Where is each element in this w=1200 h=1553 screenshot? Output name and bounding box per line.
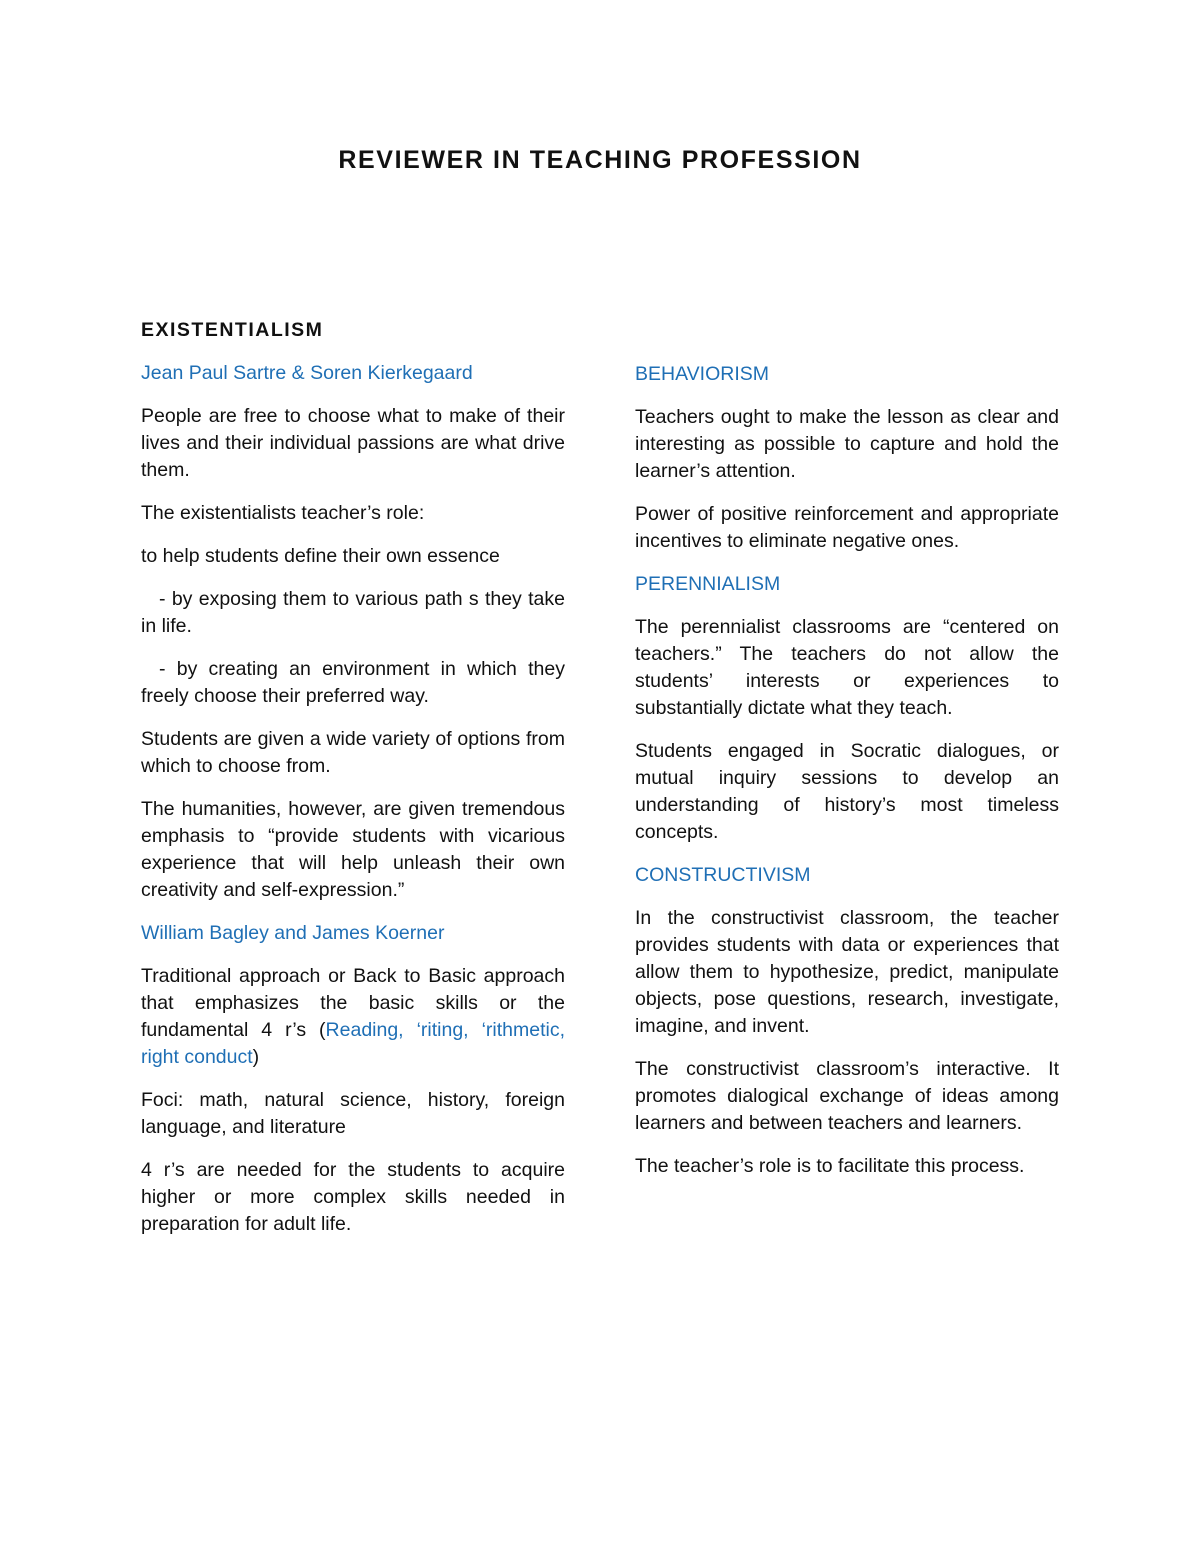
paragraph: Students engaged in Socratic dialogues, or mutual inquiry sessions to develop an understanding of history’s most timeless concepts. xyxy=(635,740,1059,843)
behaviorism-heading: BEHAVIORISM xyxy=(635,363,769,385)
paragraph-text: Traditional approach or Back to Basic approach that emphasizes the basic skills or the fundamental 4 r’s ( xyxy=(141,965,565,1041)
four-rs-highlight: Reading, ‘riting, ‘rithmetic, right conduct xyxy=(141,1019,565,1068)
constructivism-heading: CONSTRUCTIVISM xyxy=(635,864,811,886)
paragraph: Foci: math, natural science, history, foreign language, and literature xyxy=(141,1089,565,1138)
paragraph: - by creating an environment in which they freely choose their preferred way. xyxy=(141,658,565,707)
paragraph xyxy=(141,963,565,1071)
paragraph: The teacher’s role is to facilitate this process. xyxy=(635,1155,1025,1177)
right-column xyxy=(635,361,1059,1196)
paragraph: 4 r’s are needed for the students to acquire higher or more complex skills needed in preparation for adult life. xyxy=(141,1159,565,1235)
existentialism-authors: Jean Paul Sartre & Soren Kierkegaard xyxy=(141,362,473,384)
paragraph: Students are given a wide variety of options from which to choose from. xyxy=(141,728,565,777)
paragraph: Power of positive reinforcement and appropriate incentives to eliminate negative ones. xyxy=(635,503,1059,552)
paragraph: to help students define their own essence xyxy=(141,545,500,567)
paragraph: - by exposing them to various path s they take in life. xyxy=(141,588,565,637)
paragraph: In the constructivist classroom, the teacher provides students with data or experiences that allow them to hypothesize, predict, manipulate objects, pose questions, research, investigate, imagine, and invent. xyxy=(635,907,1059,1037)
existentialism-heading: EXISTENTIALISM xyxy=(141,319,324,341)
paragraph: The perennialist classrooms are “centered on teachers.” The teachers do not allow the students’ interests or experiences to substantially dictate what they teach. xyxy=(635,616,1059,719)
paragraph: The constructivist classroom’s interactive. It promotes dialogical exchange of ideas among learners and between teachers and learners. xyxy=(635,1058,1059,1134)
paragraph: The humanities, however, are given tremendous emphasis to “provide students with vicarious experience that will help unleash their own creativity and self-expression.” xyxy=(141,798,565,901)
paragraph: Teachers ought to make the lesson as clear and interesting as possible to capture and hold the learner’s attention. xyxy=(635,406,1059,482)
paragraph-text: ) xyxy=(252,1046,260,1068)
paragraph: The existentialists teacher’s role: xyxy=(141,502,425,524)
paragraph: People are free to choose what to make of their lives and their individual passions are what drive them. xyxy=(141,405,565,481)
essentialism-authors: William Bagley and James Koerner xyxy=(141,922,445,944)
left-column xyxy=(141,317,565,1254)
perennialism-heading: PERENNIALISM xyxy=(635,573,781,595)
page-title: REVIEWER IN TEACHING PROFESSION xyxy=(338,146,862,174)
